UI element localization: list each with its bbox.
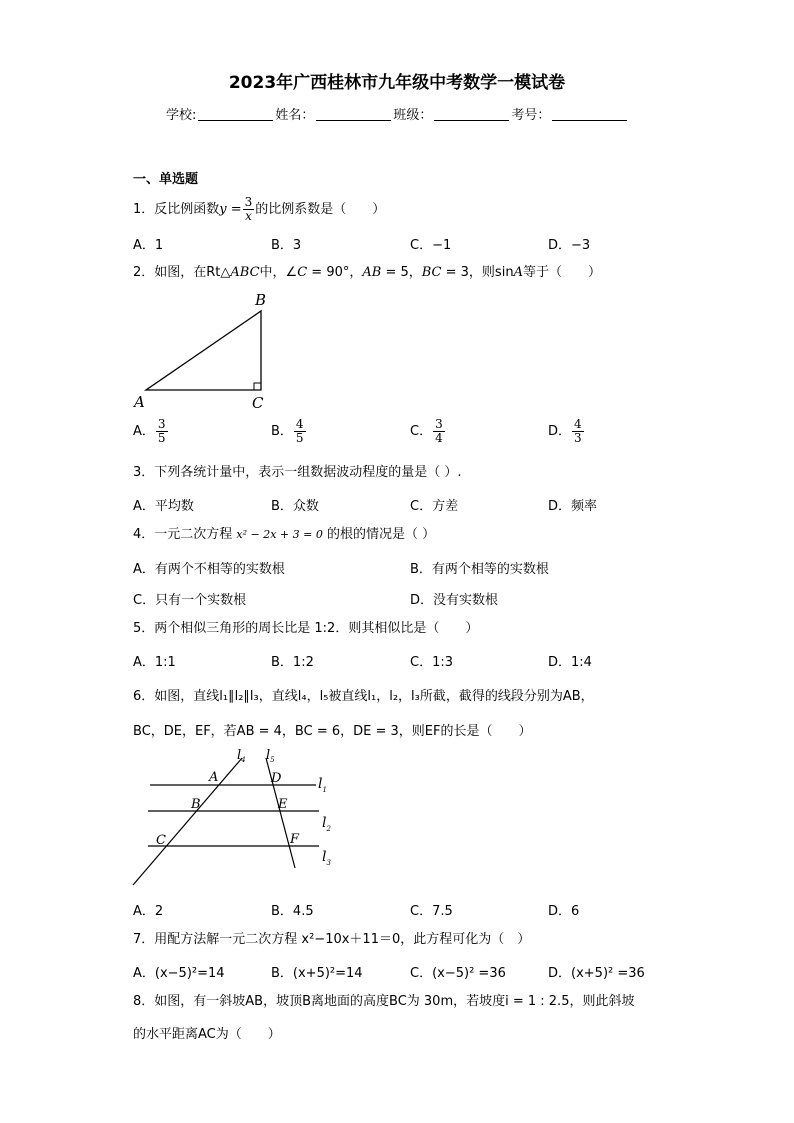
question-3: 3．下列各统计量中，表示一组数据波动程度的量是（ ）. xyxy=(133,465,462,480)
q3-option-d: D．频率 xyxy=(548,499,598,514)
class-label: 班级： xyxy=(393,108,433,123)
student-info-line xyxy=(166,104,629,123)
question-4: 4．一元二次方程 x² − 2x + 3 = 0 的根的情况是（ ） xyxy=(133,527,436,542)
right-angle-mark xyxy=(254,383,261,390)
q4-equation: x² − 2x + 3 = 0 xyxy=(236,528,323,541)
q2-option-a: A． $\frac{3}{5}$ xyxy=(133,417,166,445)
q6-parallel-lines-figure xyxy=(130,748,350,893)
question-8-line-2: 的水平距离AC为（ ） xyxy=(133,1027,281,1042)
q4-option-d: D．没有实数根 xyxy=(410,593,499,608)
q3-option-b: B．众数 xyxy=(271,499,319,514)
q7-option-b: B．(x+5)²=14 xyxy=(271,966,363,981)
school-blank xyxy=(198,108,273,121)
name-blank xyxy=(316,108,391,121)
q2-option-c: C． $\frac{3}{4}$ xyxy=(410,417,443,445)
vertex-a-label: A xyxy=(134,393,145,411)
q5-option-b: B．1:2 xyxy=(271,655,314,670)
label-l5: $l_5$ xyxy=(266,748,275,764)
q6-option-c: C．7.5 xyxy=(410,904,453,919)
label-l3: $l_3$ xyxy=(322,849,331,867)
label-l4: $l_4$ xyxy=(237,748,246,764)
q4-option-b: B．有两个相等的实数根 xyxy=(410,562,549,577)
point-f-label: F xyxy=(290,832,300,847)
vertex-c-label: C xyxy=(252,394,264,412)
question-2: 2．如图，在Rt△ABC中，∠C = 90°，AB = 5，BC = 3，则sinA等于（ ） xyxy=(133,265,601,280)
class-blank xyxy=(434,108,509,121)
exam-no-label: 考号： xyxy=(511,108,551,123)
q7-option-a: A．(x−5)²=14 xyxy=(133,966,225,981)
q3-option-c: C．方差 xyxy=(410,499,459,514)
label-l2: $l_2$ xyxy=(322,815,331,833)
q4-option-c: C．只有一个实数根 xyxy=(133,593,247,608)
q4-option-a: A．有两个不相等的实数根 xyxy=(133,562,285,577)
q1-option-a: A．1 xyxy=(133,238,164,253)
label-l1: $l_1$ xyxy=(318,776,327,794)
exam-no-blank xyxy=(552,108,627,121)
q1-equation: y = xyxy=(219,202,242,217)
question-6-line-1: 6．如图，直线l₁∥l₂∥l₃，直线l₄，l₅被直线l₁，l₂，l₃所截，截得的线段分别为AB， xyxy=(133,689,594,704)
q1-fraction: $\frac{3}{x}$ xyxy=(244,195,253,223)
point-c-label: C xyxy=(156,833,166,848)
triangle-abc xyxy=(146,311,261,390)
q5-option-a: A．1:1 xyxy=(133,655,176,670)
q5-option-c: C．1:3 xyxy=(410,655,453,670)
question-5: 5．两个相似三角形的周长比是 1:2．则其相似比是（ ） xyxy=(133,621,479,636)
exam-title: 2023年广西桂林市九年级中考数学一模试卷 xyxy=(228,73,566,93)
q3-option-a: A．平均数 xyxy=(133,499,194,514)
q2-option-b: B． $\frac{4}{5}$ xyxy=(271,417,304,445)
point-b-label: B xyxy=(191,797,201,812)
name-label: 姓名： xyxy=(275,108,315,123)
q6-option-a: A．2 xyxy=(133,904,164,919)
question-8-line-1: 8．如图，有一斜坡AB，坡顶B离地面的高度BC为 30m，若坡度i = 1 : 2.5，则此斜坡 xyxy=(133,994,635,1009)
q1-suffix: 的比例系数是（ ） xyxy=(255,202,386,217)
point-e-label: E xyxy=(278,797,288,812)
section-heading: 一、单选题 xyxy=(133,172,199,187)
q1-option-c: C．−1 xyxy=(410,238,452,253)
q1-option-b: B．3 xyxy=(271,238,302,253)
q7-option-c: C．(x−5)² =36 xyxy=(410,966,506,981)
q5-option-d: D．1:4 xyxy=(548,655,592,670)
q7-option-d: D．(x+5)² =36 xyxy=(548,966,645,981)
point-a-label: A xyxy=(209,770,219,785)
line-l4 xyxy=(133,758,242,885)
school-label: 学校: xyxy=(166,108,197,123)
q2-option-d: D． $\frac{4}{3}$ xyxy=(548,417,582,445)
q2-triangle-figure xyxy=(130,288,280,413)
question-1 xyxy=(133,196,385,223)
point-d-label: D xyxy=(271,771,282,786)
q6-option-b: B．4.5 xyxy=(271,904,314,919)
question-6-line-2: BC，DE，EF，若AB = 4，BC = 6，DE = 3，则EF的长是（ ） xyxy=(133,724,532,739)
question-7: 7．用配方法解一元二次方程 x²−10x＋11＝0，此方程可化为（ ） xyxy=(133,932,531,947)
q1-option-d: D．−3 xyxy=(548,238,591,253)
q6-option-d: D．6 xyxy=(548,904,580,919)
vertex-b-label: B xyxy=(255,291,267,309)
q1-prefix: 1．反比例函数 xyxy=(133,202,220,217)
